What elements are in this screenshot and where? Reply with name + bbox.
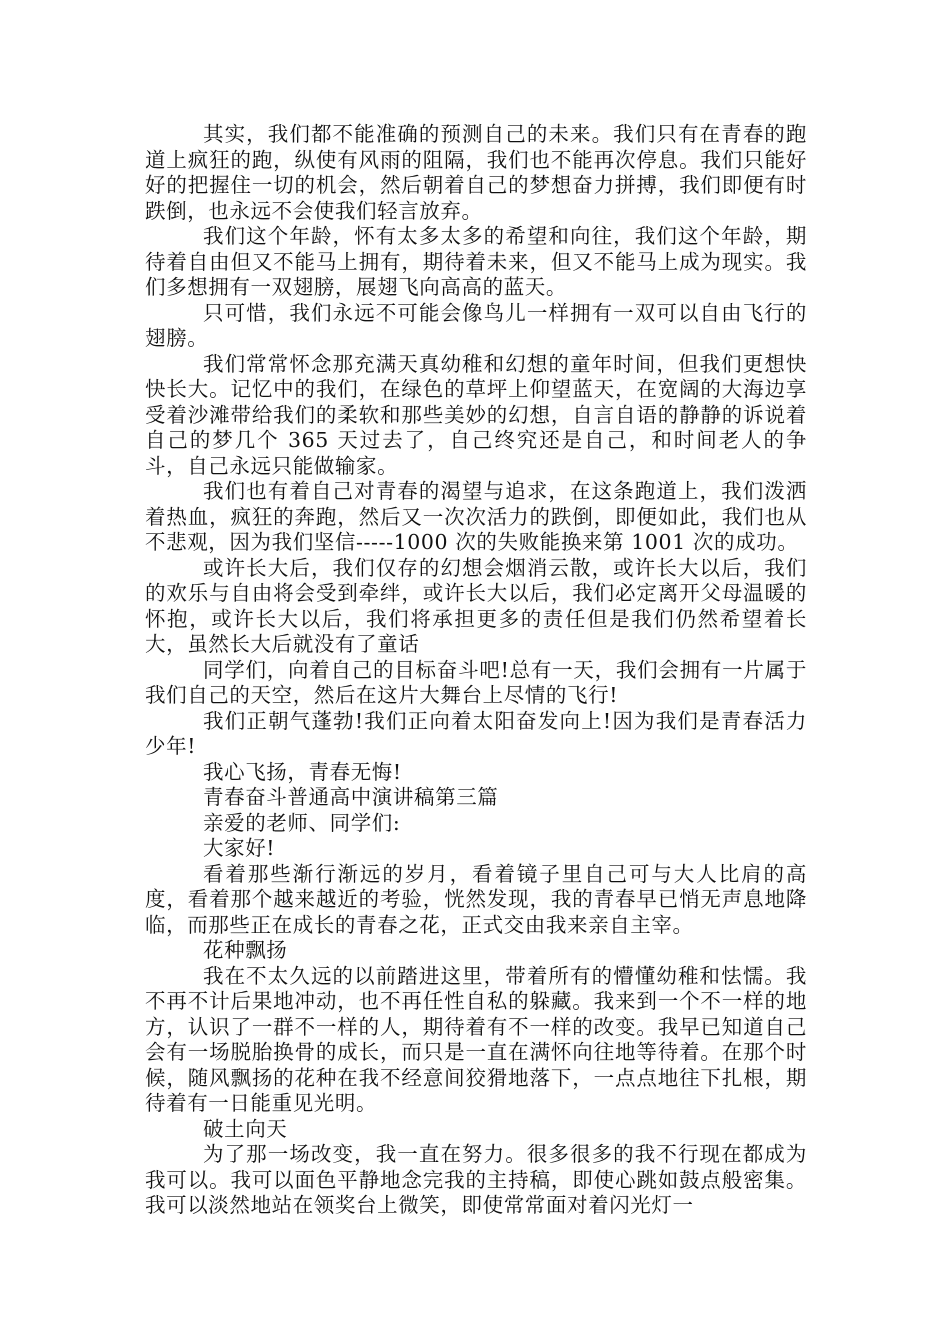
greeting: 大家好! xyxy=(203,836,276,860)
section-title: 青春奋斗普通高中演讲稿第三篇 xyxy=(203,785,499,809)
paragraph: 我们正朝气蓬勃!我们正向着太阳奋发向上!因为我们是青春活力少年! xyxy=(145,708,807,758)
paragraph: 我心飞扬，青春无悔! xyxy=(203,759,402,784)
paragraph: 其实，我们都不能准确的预测自己的未来。我们只有在青春的跑道上疯狂的跑，纵使有风雨的阻隔，我们也不能再次停息。我们只能好好的把握住一切的机会，然后朝着自己的梦想奋力拼搏，我们即便有时跌倒，也永远不会使我们轻言放弃。 xyxy=(145,122,807,223)
subheading: 破土向天 xyxy=(203,1116,288,1141)
paragraph: 我在不太久远的以前踏进这里，带着所有的懵懂幼稚和怯懦。我不再不计后果地冲动，也不再任性自私的躲藏。我来到一个不一样的地方，认识了一群不一样的人，期待着有不一样的改变。我早已知道自己会有一场脱胎换骨的成长，而只是一直在满怀向往地等待着。在那个时候，随风飘扬的花种在我不经意间狡猾地落下，一点点地往下扎根，期待着有一日能重见光明。 xyxy=(145,963,807,1115)
paragraph: 只可惜，我们永远不可能会像鸟儿一样拥有一双可以自由飞行的翅膀。 xyxy=(145,300,807,350)
paragraph: 我们这个年龄，怀有太多太多的希望和向往，我们这个年龄，期待着自由但又不能马上拥有，期待着未来，但又不能马上成为现实。我们多想拥有一双翅膀，展翅飞向高高的蓝天。 xyxy=(145,224,807,299)
paragraph: 看着那些渐行渐远的岁月，看着镜子里自己可与大人比肩的高度，看着那个越来越近的考验，恍然发现，我的青春早已悄无声息地降临，而那些正在成长的青春之花，正式交由我来亲自主宰。 xyxy=(145,861,807,937)
subheading: 花种飘扬 xyxy=(203,938,288,962)
paragraph: 为了那一场改变，我一直在努力。很多很多的我不行现在都成为我可以。我可以面色平静地念完我的主持稿，即使心跳如鼓点般密集。我可以淡然地站在领奖台上微笑，即使常常面对着闪光灯一 xyxy=(145,1142,807,1217)
document-page xyxy=(145,122,807,1219)
paragraph: 或许长大后，我们仅存的幻想会烟消云散，或许长大以后，我们的欢乐与自由将会受到牵绊，或许长大以后，我们必定离开父母温暖的怀抱，或许长大以后，我们将承担更多的责任但是我们仍然希望着长大，虽然长大后就没有了童话 xyxy=(145,555,807,656)
paragraph: 我们也有着自己对青春的渴望与追求，在这条跑道上，我们泼洒着热血，疯狂的奔跑，然后又一次次活力的跌倒，即便如此，我们也从不悲观，因为我们坚信-----1000 次的失败能换来第 1001 次的成功。 xyxy=(145,479,807,554)
paragraph: 同学们，向着自己的目标奋斗吧!总有一天，我们会拥有一片属于我们自己的天空，然后在这片大舞台上尽情的飞行! xyxy=(145,657,807,707)
paragraph: 我们常常怀念那充满天真幼稚和幻想的童年时间，但我们更想快快长大。记忆中的我们，在绿色的草坪上仰望蓝天，在宽阔的大海边享受着沙滩带给我们的柔软和那些美妙的幻想，自言自语的静静的诉说着自己的梦几个 365 天过去了，自己终究还是自己，和时间老人的争斗，自己永远只能做输家。 xyxy=(145,351,807,478)
salutation: 亲爱的老师、同学们: xyxy=(203,810,401,835)
